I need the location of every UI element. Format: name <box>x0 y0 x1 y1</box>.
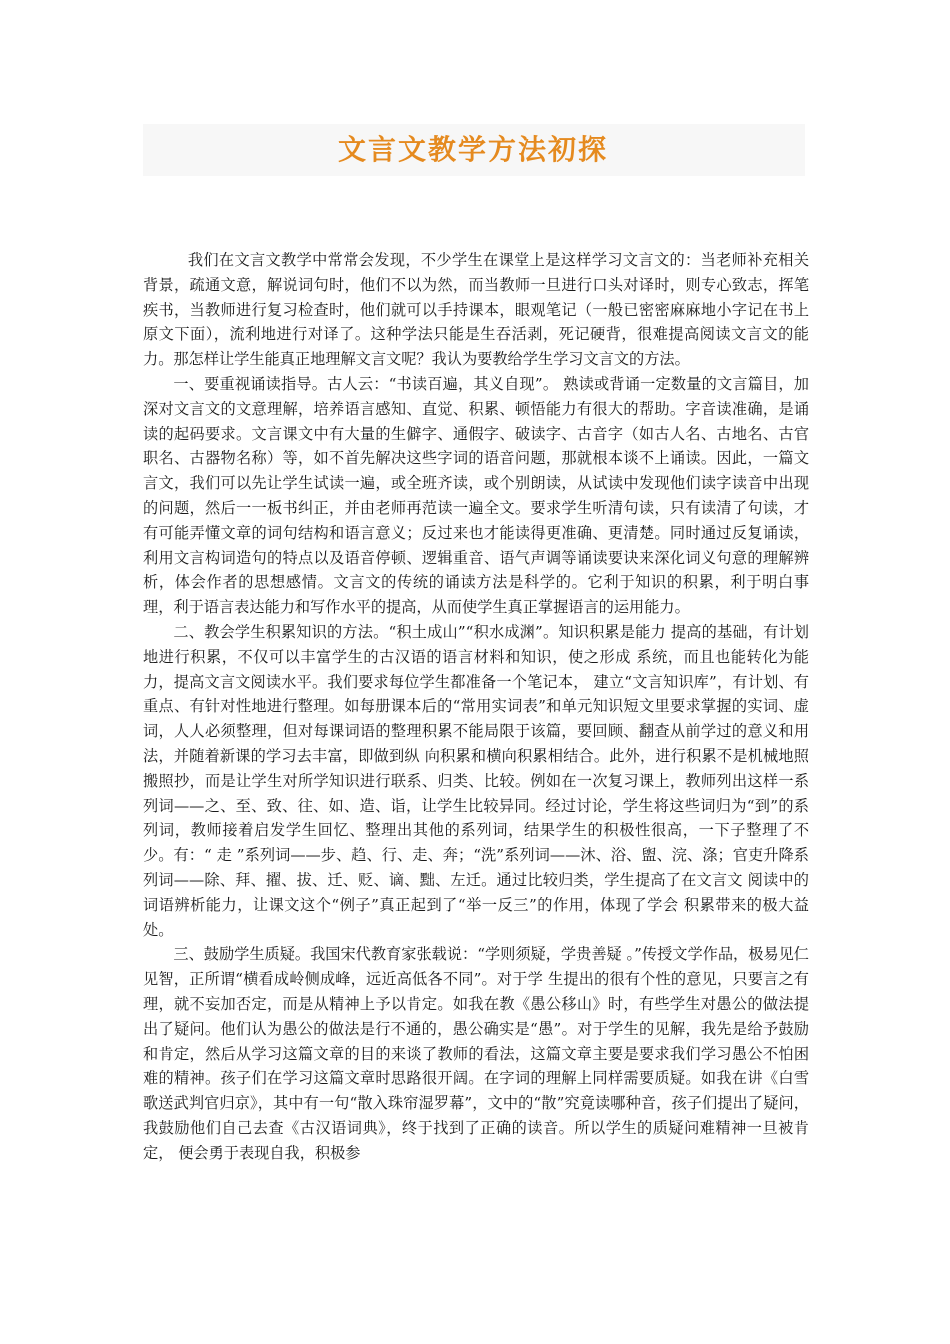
document-body <box>143 248 809 1165</box>
paragraph-intro: 我们在文言文教学中常常会发现，不少学生在课堂上是这样学习文言文的：当老师补充相关背景，疏通文意，解说词句时，他们不以为然，而当教师一旦进行口头对译时，则专心致志，挥笔疾书，当教师进行复习检查时，他们就可以手持课本，眼观笔记（一般已密密麻麻地小字记在书上原文下面），流利地进行对译了。这种学法只能是生吞活剥，死记硬背，很难提高阅读文言文的能力。那怎样让学生能真正地理解文言文呢？我认为要教给学生学习文言文的方法。 <box>143 251 809 369</box>
title-banner <box>143 124 805 176</box>
paragraph-section-1: 一、要重视诵读指导。古人云：“书读百遍，其义自现”。 熟读或背诵一定数量的文言篇目，加深对文言文的文意理解，培养语言感知、直觉、积累、顿悟能力有很大的帮助。字音读准确，是诵读的起码要求。文言课文中有大量的生僻字、通假字、破读字、古音字（如古人名、古地名、古官职名、古器物名称）等，如不首先解决这些字词的语音问题，那就根本谈不上诵读。因此，一篇文言文，我们可以先让学生试读一遍，或全班齐读，或个别朗读，从试读中发现他们读字读音中出现的问题，然后一一板书纠正，并由老师再范读一遍全文。要求学生听清句读，只有读清了句读，才有可能弄懂文章的词句结构和语言意义；反过来也才能读得更准确、更清楚。同时通过反复诵读，利用文言构词造句的特点以及语音停顿、逻辑重音、语气声调等诵读要诀来深化词义句意的理解辨析，体会作者的思想感情。文言文的传统的诵读方法是科学的。它利于知识的积累，利于明白事理，利于语言表达能力和写作水平的提高，从而使学生真正掌握语言的运用能力。 <box>143 374 809 617</box>
paragraph-section-3: 三、鼓励学生质疑。我国宋代教育家张载说：“学则须疑，学贵善疑 。”传授文学作品，极易见仁见智，正所谓“横看成岭侧成峰，远近高低各不同”。对于学 生提出的很有个性的意见，只要言之有理，就不妄加否定，而是从精神上予以肯定。如我在教《愚公移山》时，有些学生对愚公的做法提出了疑问。他们认为愚公的做法是行不通的，愚公确实是“愚”。对于学生的见解，我先是给予鼓励和肯定，然后从学习这篇文章的目的来谈了教师的看法，这篇文章主要是要求我们学习愚公不怕困难的精神。孩子们在学习这篇文章时思路很开阔。在字词的理解上同样需要质疑。如我在讲《白雪歌送武判官归京》，其中有一句“散入珠帘湿罗幕”，文中的“散”究竟读哪种音，孩子们提出了疑问，我鼓励他们自己去查《古汉语词典》，终于找到了正确的读音。所以学生的质疑问难精神一旦被肯定， 便会勇于表现自我，积极参 <box>143 945 809 1162</box>
document-title: 文言文教学方法初探 <box>337 133 608 166</box>
paragraph-section-2: 二、教会学生积累知识的方法。“积土成山”“积水成渊”。知识积累是能力 提高的基础，有计划地进行积累，不仅可以丰富学生的古汉语的语言材料和知识，使之形成 系统，而且也能转化为能力，提高文言文阅读水平。我们要求每位学生都准备一个笔记本， 建立“文言知识库”，有计划、有重点、有针对性地进行整理。如每册课本后的“常用实词表”和单元知识短文里要求掌握的实词、虚词，人人必须整理，但对每课词语的整理积累不能局限于该篇，要回顾、翻查从前学过的意义和用法，并随着新课的学习去丰富，即做到纵 向积累和横向积累相结合。此外，进行积累不是机械地照搬照抄，而是让学生对所学知识进行联系、归类、比较。例如在一次复习课上，教师列出这样一系列词——之、至、致、往、如、造、诣，让学生比较异同。经过讨论，学生将这些词归为“到”的系列词，教师接着启发学生回忆、整理出其他的系列词，结果学生的积极性很高，一下子整理了不少。有：“ 走 ”系列词——步、趋、行、走、奔；“洗”系列词——沐、浴、盥、浣、涤；官吏升降系 列词——除、拜、擢、拔、迁、贬、谪、黜、左迁。通过比较归类，学生提高了在文言文 阅读中的词语辨析能力，让课文这个“例子”真正起到了“举一反三”的作用，体现了学会 积累带来的极大益处。 <box>143 622 809 939</box>
